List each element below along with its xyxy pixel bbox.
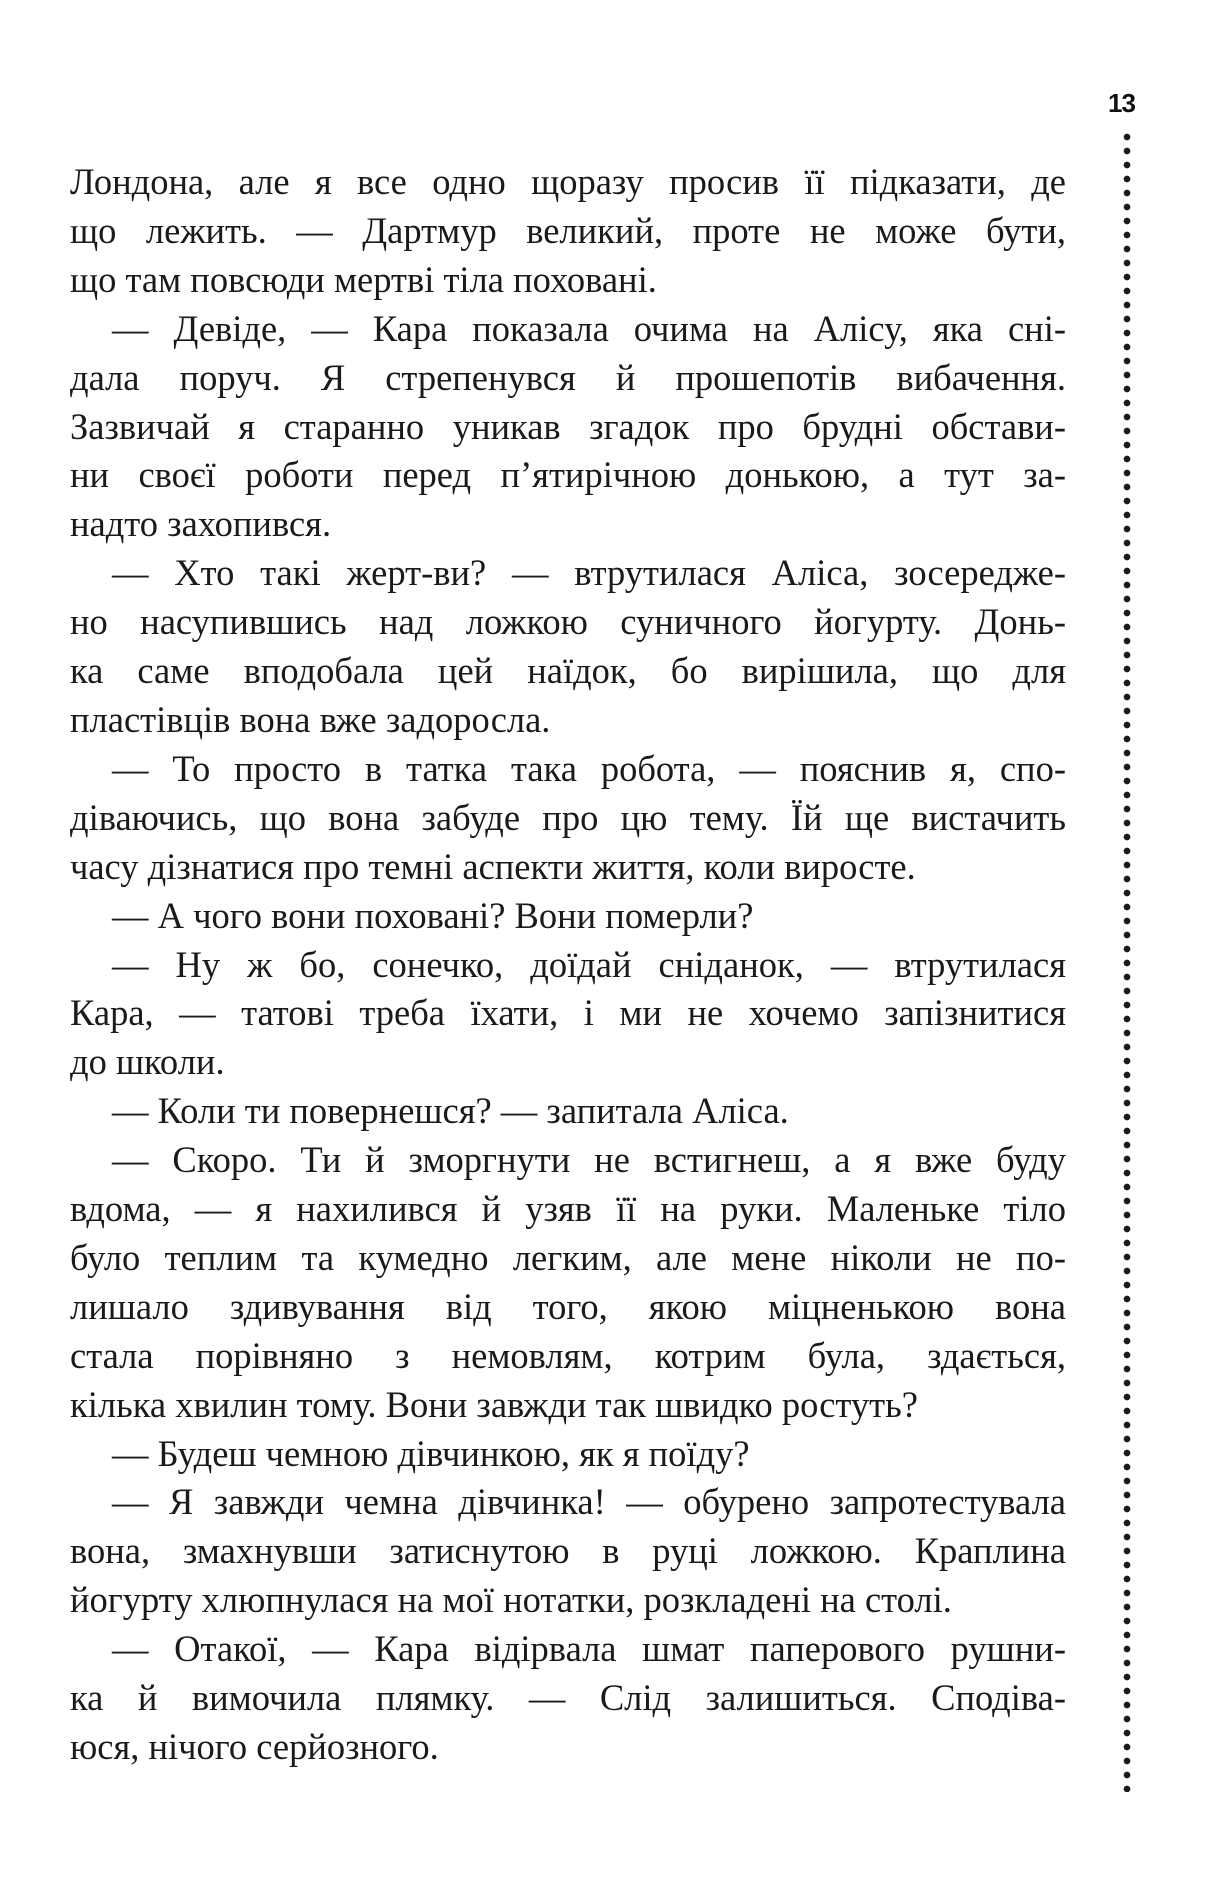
text-line: що лежить. — Дартмур великий, проте не може бути,: [70, 209, 1066, 251]
text-line: — А чого вони поховані? Вони померли?: [112, 894, 754, 936]
text-line: — Отакої, — Кара відірвала шмат паперового рушни-: [112, 1628, 1066, 1670]
text-line: часу дізнатися про темні аспекти життя, коли виросте.: [70, 845, 916, 887]
text-line: пластівців вона вже задоросла.: [70, 698, 551, 740]
text-line: — Будеш чемною дівчинкою, як я поїду?: [112, 1432, 750, 1474]
text-line: но насупившись над ложкою суничного йогурту. Донь-: [70, 601, 1066, 643]
text-line: стала порівняно з немовлям, котрим була, здається,: [70, 1334, 1066, 1376]
text-line: — Скоро. Ти й зморгнути не встигнеш, а я вже буду: [112, 1139, 1066, 1181]
text-line: вдома, — я нахилився й узяв її на руки. Маленьке тіло: [70, 1188, 1066, 1230]
page-number: 13: [1108, 88, 1135, 118]
text-line: було теплим та кумедно легким, але мене ніколи не по-: [70, 1236, 1066, 1278]
text-line: до школи.: [70, 1041, 225, 1083]
text-line: — Хто такі жерт-ви? — втрутилася Аліса, зосередже-: [112, 552, 1066, 594]
text-line: діваючись, що вона забуде про цю тему. Їй ще вистачить: [70, 796, 1066, 838]
text-line: що там повсюди мертві тіла поховані.: [70, 258, 657, 300]
text-line: — Ну ж бо, сонечко, доїдай сніданок, — втрутилася: [112, 943, 1066, 985]
text-line: ни своєї роботи перед п’ятирічною донькою, а тут за-: [70, 454, 1066, 496]
text-line: вона, змахнувши затиснутою в руці ложкою. Краплина: [70, 1530, 1066, 1572]
text-line: Лондона, але я все одно щоразу просив її підказати, де: [70, 161, 1066, 202]
body-text: [70, 158, 1066, 1772]
text-line: лишало здивування від того, якою міцненькою вона: [70, 1285, 1066, 1327]
text-line: ка саме вподобала цей наїдок, бо вирішила, що для: [70, 650, 1066, 692]
text-line: дала поруч. Я стрепенувся й прошепотів вибачення.: [70, 356, 1066, 398]
text-line: — Девіде, — Кара показала очима на Алісу, яка сні-: [112, 307, 1066, 349]
text-line: йогурту хлюпнулася на мої нотатки, розкладені на столі.: [70, 1579, 952, 1621]
text-line: — Коли ти повернешся? — запитала Аліса.: [112, 1090, 789, 1132]
text-line: юся, нічого серйозного.: [70, 1726, 439, 1767]
text-line: Кара, — татові треба їхати, і ми не хочемо запізнитися: [70, 992, 1066, 1034]
text-line: — То просто в татка така робота, — пояснив я, спо-: [112, 747, 1066, 789]
text-line: ка й вимочила плямку. — Слід залишиться. Сподіва-: [70, 1677, 1066, 1719]
text-line: — Я завжди чемна дівчинка! — обурено запротестувала: [112, 1481, 1066, 1523]
text-line: надто захопився.: [70, 503, 332, 545]
text-line: кілька хвилин тому. Вони завжди так швидко ростуть?: [70, 1383, 918, 1425]
dotted-margin-rule: [1121, 130, 1133, 1792]
text-line: Зазвичай я старанно уникав згадок про брудні обстави-: [70, 405, 1066, 447]
